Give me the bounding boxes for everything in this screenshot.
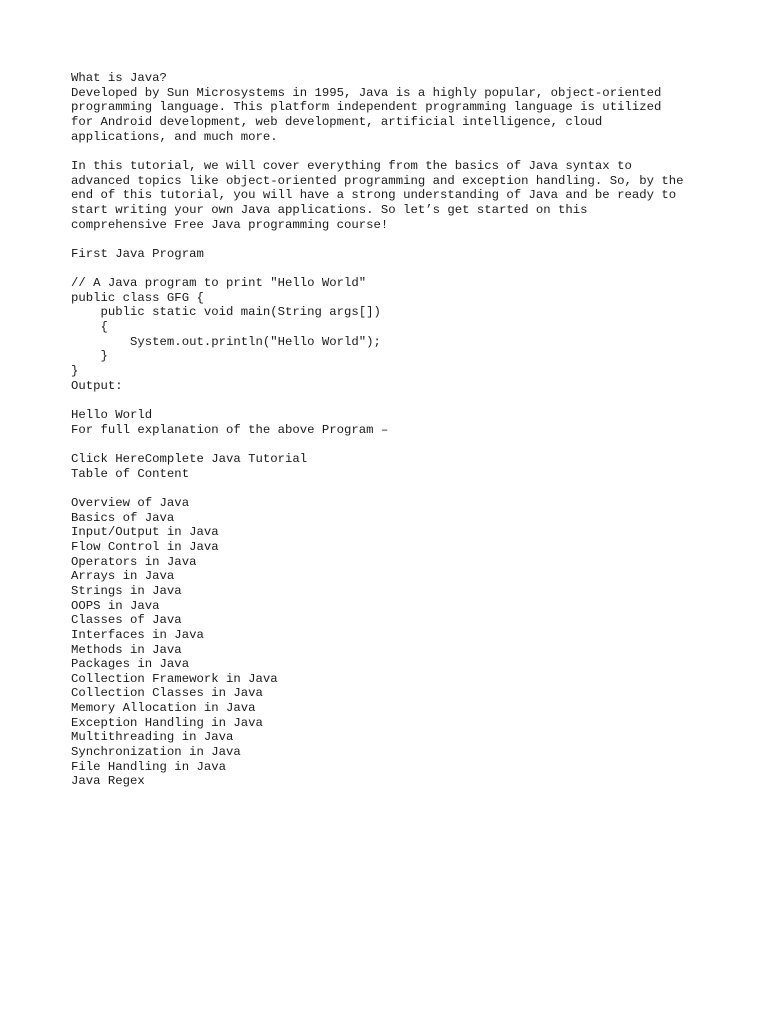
intro-line: Developed by Sun Microsystems in 1995, Java is a highly popular, object-oriented xyxy=(71,85,662,100)
toc-item[interactable]: Arrays in Java xyxy=(71,569,175,584)
code-line: { xyxy=(71,320,108,335)
toc-item[interactable]: Classes of Java xyxy=(71,613,182,628)
toc-item[interactable]: File Handling in Java xyxy=(71,759,226,774)
tutorial-line: In this tutorial, we will cover everything from the basics of Java syntax to xyxy=(71,158,632,173)
intro-line: for Android development, web development, artificial intelligence, cloud xyxy=(71,114,603,129)
toc-item[interactable]: Basics of Java xyxy=(71,510,175,525)
table-of-contents xyxy=(71,496,731,789)
toc-item[interactable]: Methods in Java xyxy=(71,642,182,657)
code-line: public static void main(String args[]) xyxy=(71,305,381,320)
toc-item[interactable]: Collection Framework in Java xyxy=(71,671,278,686)
section-heading-first-program: First Java Program xyxy=(71,246,204,261)
tutorial-line: comprehensive Free Java programming course! xyxy=(71,217,389,232)
tutorial-line: start writing your own Java applications. So let’s get started on this xyxy=(71,202,588,217)
code-line: } xyxy=(71,364,79,379)
toc-heading: Table of Content xyxy=(71,466,190,481)
toc-item[interactable]: Synchronization in Java xyxy=(71,745,241,760)
output-value: Hello World xyxy=(71,408,153,423)
toc-item[interactable]: Interfaces in Java xyxy=(71,627,204,642)
toc-item[interactable]: Java Regex xyxy=(71,774,145,789)
toc-item[interactable]: Collection Classes in Java xyxy=(71,686,263,701)
code-line: public class GFG { xyxy=(71,290,204,305)
toc-item[interactable]: Operators in Java xyxy=(71,554,197,569)
intro-line: programming language. This platform independent programming language is utilized xyxy=(71,100,662,115)
tutorial-line: end of this tutorial, you will have a strong understanding of Java and be ready to xyxy=(71,188,677,203)
complete-java-tutorial-link[interactable]: Complete Java Tutorial xyxy=(144,451,308,466)
spacer xyxy=(71,144,731,159)
code-line: // A Java program to print "Hello World" xyxy=(71,276,367,291)
tutorial-line: advanced topics like object-oriented programming and exception handling. So, by the xyxy=(71,173,684,188)
explanation-text: For full explanation of the above Program – xyxy=(71,422,389,437)
toc-item[interactable]: Exception Handling in Java xyxy=(71,715,263,730)
page-title: What is Java? xyxy=(71,71,167,85)
code-line: System.out.println("Hello World"); xyxy=(71,334,381,349)
document-page xyxy=(71,71,731,789)
output-label: Output: xyxy=(71,378,123,393)
spacer xyxy=(71,262,731,277)
toc-item[interactable]: Memory Allocation in Java xyxy=(71,701,256,716)
code-block xyxy=(71,276,731,379)
toc-item[interactable]: Multithreading in Java xyxy=(71,730,234,745)
spacer xyxy=(71,437,731,452)
spacer xyxy=(71,232,731,247)
toc-item[interactable]: OOPS in Java xyxy=(71,598,160,613)
links-line xyxy=(71,452,731,467)
click-here-link[interactable]: Click Here xyxy=(71,451,145,466)
spacer xyxy=(71,393,731,408)
toc-item[interactable]: Packages in Java xyxy=(71,657,190,672)
toc-item[interactable]: Strings in Java xyxy=(71,583,182,598)
toc-item[interactable]: Flow Control in Java xyxy=(71,539,219,554)
toc-item[interactable]: Input/Output in Java xyxy=(71,525,219,540)
intro-line: applications, and much more. xyxy=(71,129,278,144)
intro-paragraph xyxy=(71,86,731,145)
tutorial-paragraph xyxy=(71,159,731,232)
toc-item[interactable]: Overview of Java xyxy=(71,495,190,510)
spacer xyxy=(71,481,731,496)
code-line: } xyxy=(71,349,108,364)
